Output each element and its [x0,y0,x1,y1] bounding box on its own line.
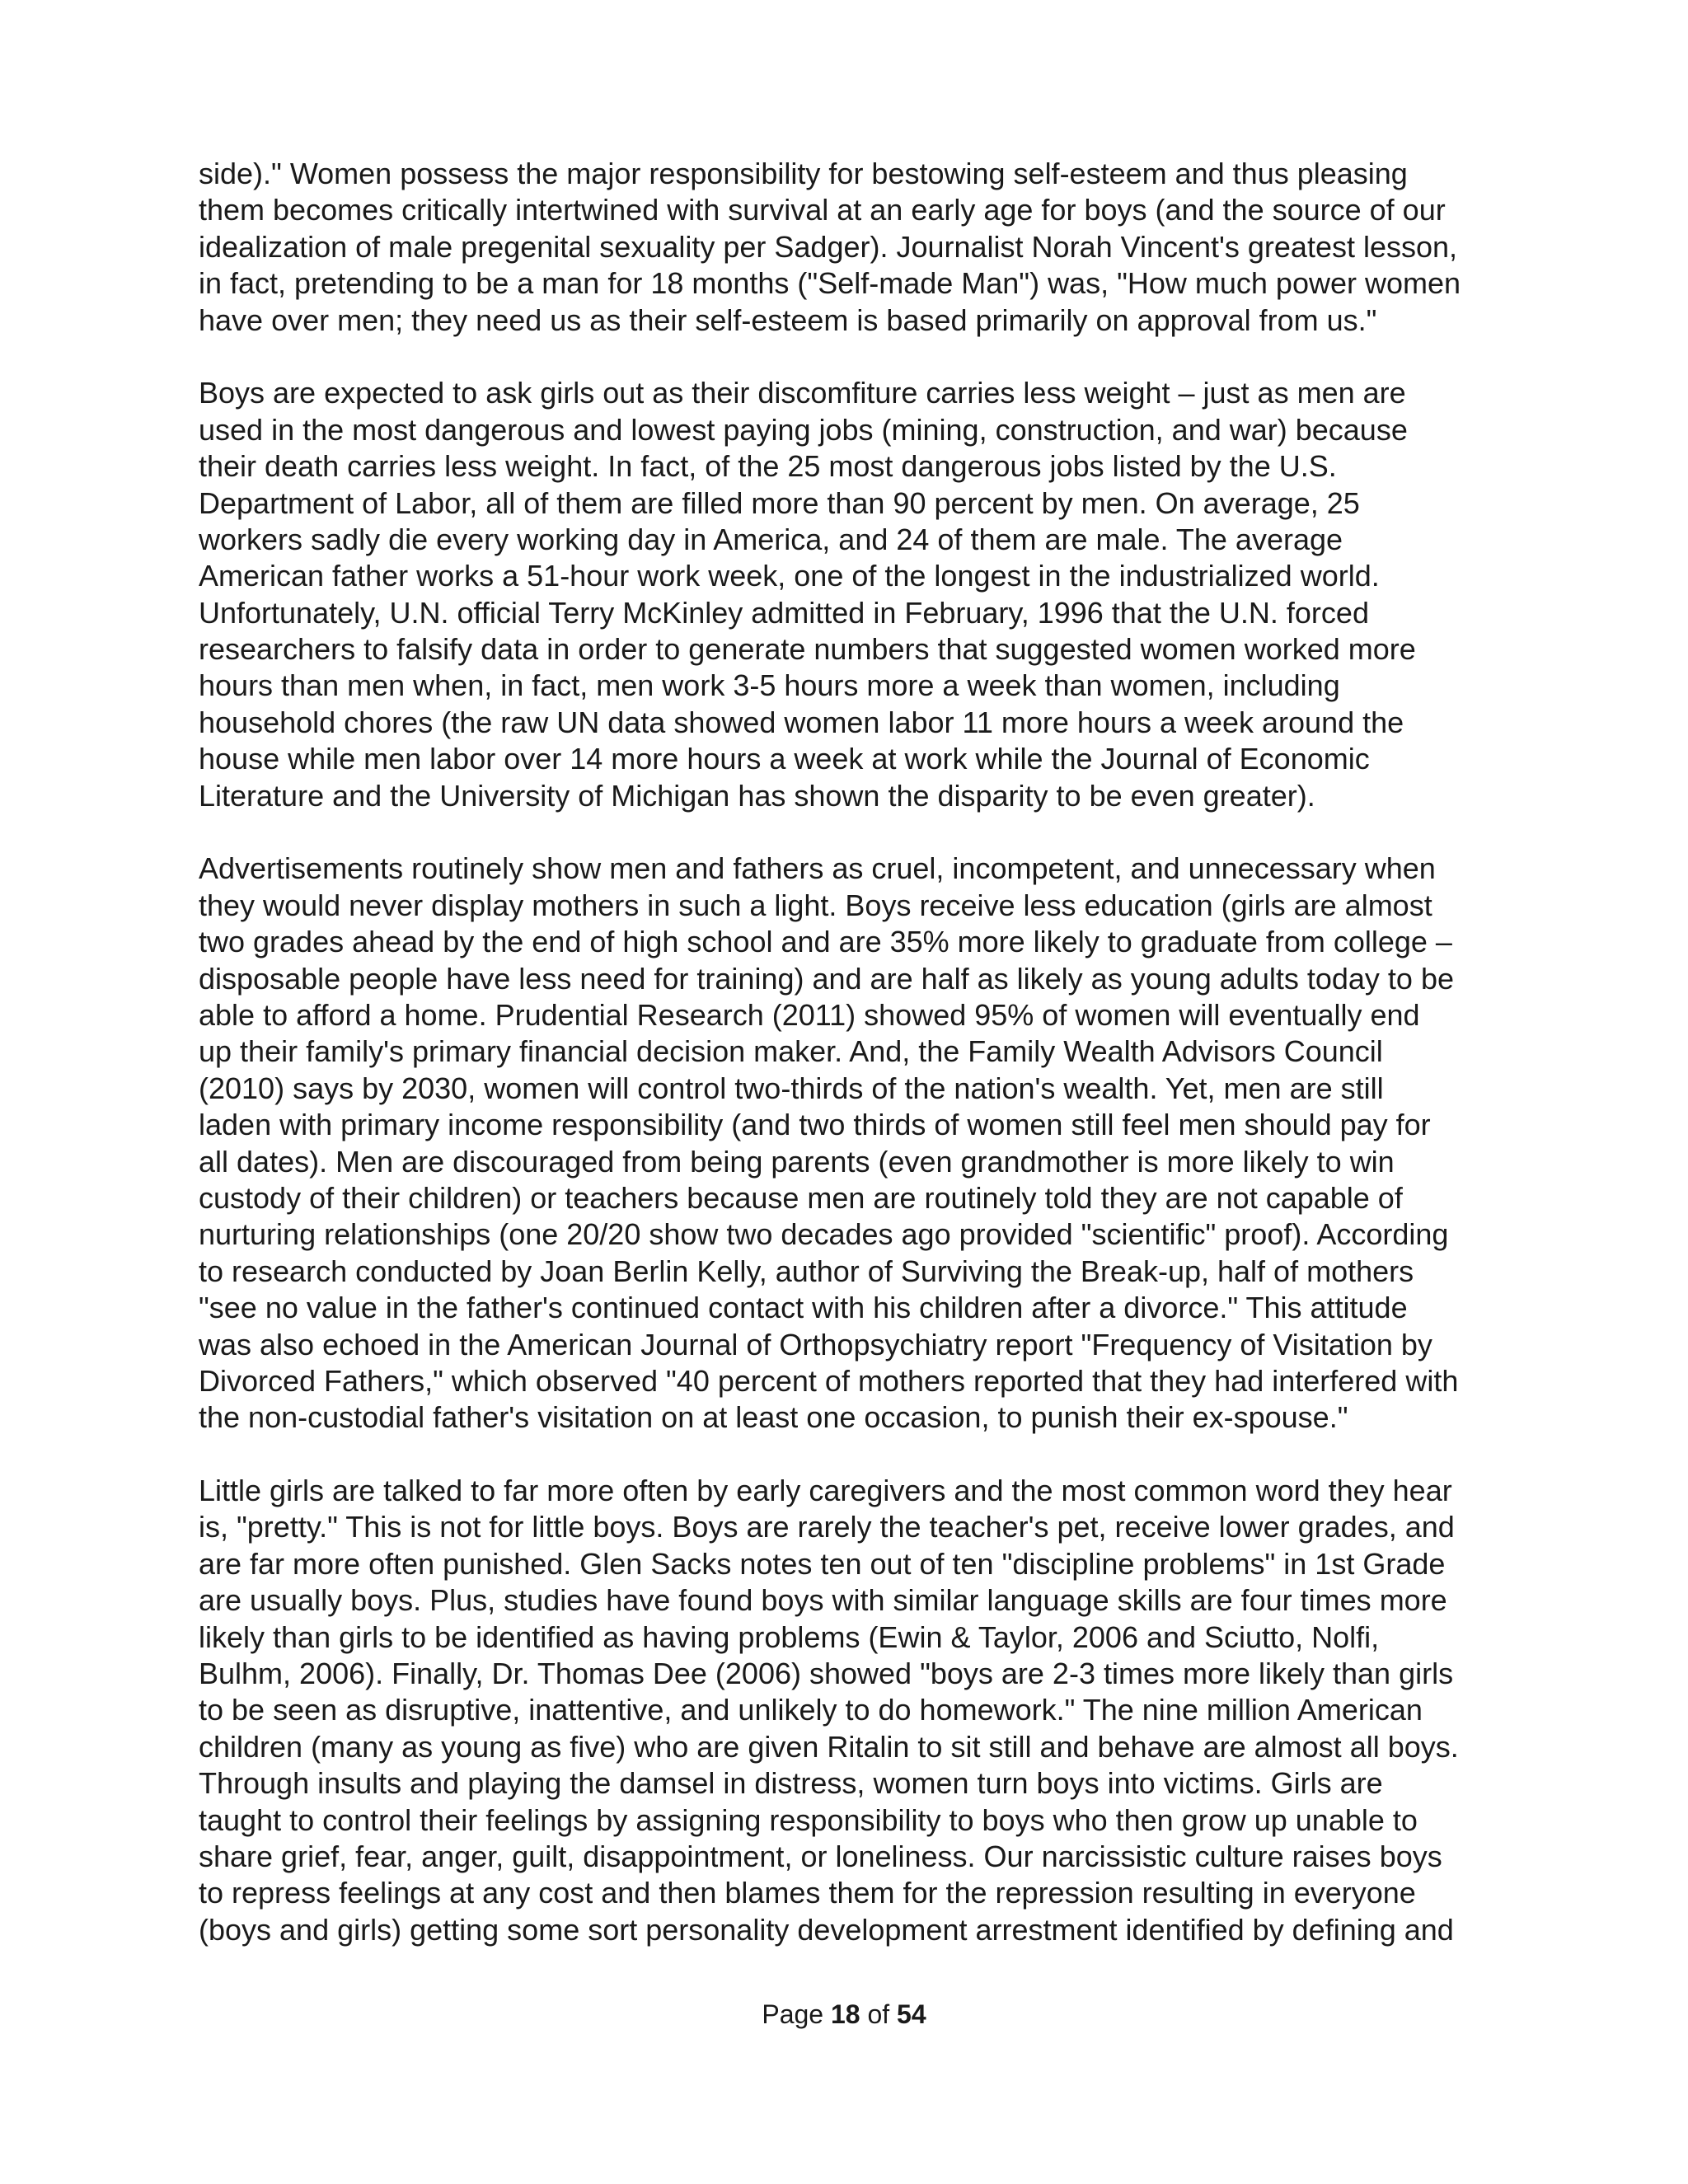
text-line: Advertisements routinely show men and fathers as cruel, incompetent, and unnecessary when [199,851,1436,886]
text-line: them becomes critically intertwined with survival at an early age for boys (and the source of our [199,193,1446,227]
current-page-number: 18 [830,1999,860,2029]
text-line: household chores (the raw UN data showed women labor 11 more hours a week around the [199,705,1404,739]
text-line: to research conducted by Joan Berlin Kelly, author of Surviving the Break-up, half of mothers [199,1254,1414,1288]
text-line: up their family's primary financial decision maker. And, the Family Wealth Advisors Council [199,1034,1383,1069]
text-line: used in the most dangerous and lowest paying jobs (mining, construction, and war) because [199,412,1408,447]
of-label: of [867,1999,890,2029]
text-line: are usually boys. Plus, studies have found boys with similar language skills are four times more [199,1583,1447,1618]
text-line: the non-custodial father's visitation on at least one occasion, to punish their ex-spouse." [199,1400,1348,1435]
text-line: (2010) says by 2030, women will control two-thirds of the nation's wealth. Yet, men are still [199,1071,1384,1105]
text-line: nurturing relationships (one 20/20 show two decades ago provided "scientific" proof). According [199,1217,1449,1252]
text-line: researchers to falsify data in order to generate numbers that suggested women worked more [199,632,1416,667]
text-line: to be seen as disruptive, inattentive, and unlikely to do homework." The nine million American [199,1693,1423,1727]
text-line: Unfortunately, U.N. official Terry McKinley admitted in February, 1996 that the U.N. forced [199,595,1369,630]
text-line: laden with primary income responsibility (and two thirds of women still feel men should pay for [199,1108,1431,1142]
text-line: American father works a 51-hour work week, one of the longest in the industrialized world. [199,559,1380,593]
text-line: side)." Women possess the major responsibility for bestowing self-esteem and thus pleasing [199,157,1408,190]
text-line: disposable people have less need for training) and are half as likely as young adults today to be [199,961,1454,996]
text-line: house while men labor over 14 more hours a week at work while the Journal of Economic [199,742,1370,776]
text-line: Bulhm, 2006). Finally, Dr. Thomas Dee (2006) showed "boys are 2-3 times more likely than girls [199,1657,1454,1691]
text-line: Department of Labor, all of them are filled more than 90 percent by men. On average, 25 [199,485,1360,520]
text-line: Through insults and playing the damsel in distress, women turn boys into victims. Girls are [199,1766,1383,1801]
text-line: all dates). Men are discouraged from being parents (even grandmother is more likely to win [199,1144,1395,1179]
text-line: share grief, fear, anger, guilt, disappointment, or loneliness. Our narcissistic culture raises boys [199,1839,1442,1873]
text-line: have over men; they need us as their self-esteem is based primarily on approval from us." [199,302,1377,337]
text-line: able to afford a home. Prudential Research (2011) showed 95% of women will eventually end [199,997,1420,1032]
text-line: Little girls are talked to far more often by early caregivers and the most common word they hear [199,1474,1452,1508]
paragraph-3 [199,851,1517,1436]
text-line: likely than girls to be identified as having problems (Ewin & Taylor, 2006 and Sciutto, Nolfi, [199,1619,1380,1654]
text-line: workers sadly die every working day in America, and 24 of them are male. The average [199,522,1343,556]
paragraph-1 [199,156,1517,339]
text-line: two grades ahead by the end of high school and are 35% more likely to graduate from college – [199,925,1452,959]
page-footer [0,1998,1688,2031]
text-line: Literature and the University of Michigan has shown the disparity to be even greater). [199,778,1315,813]
text-line: custody of their children) or teachers because men are routinely told they are not capable of [199,1180,1403,1215]
text-line: in fact, pretending to be a man for 18 months ("Self-made Man") was, "How much power women [199,266,1461,301]
text-line: idealization of male pregenital sexuality per Sadger). Journalist Norah Vincent's greatest lesson, [199,229,1458,264]
text-line: Divorced Fathers," which observed "40 percent of mothers reported that they had interfered with [199,1363,1459,1398]
paragraph-2 [199,375,1517,814]
text-line: children (many as young as five) who are given Ritalin to sit still and behave are almost all boys. [199,1729,1459,1764]
text-line: (boys and girls) getting some sort personality development arrestment identified by defining and [199,1912,1454,1947]
page-label: Page [762,1999,824,2029]
text-line: to repress feelings at any cost and then blames them for the repression resulting in everyone [199,1876,1416,1910]
text-line: their death carries less weight. In fact, of the 25 most dangerous jobs listed by the U.S. [199,449,1337,484]
body-text [199,156,1517,1948]
text-line: they would never display mothers in such a light. Boys receive less education (girls are almost [199,888,1432,922]
text-line: "see no value in the father's continued contact with his children after a divorce." This attitude [199,1291,1408,1325]
text-line: is, "pretty." This is not for little boys. Boys are rarely the teacher's pet, receive lower grades, and [199,1510,1455,1544]
text-line: hours than men when, in fact, men work 3-5 hours more a week than women, including [199,668,1340,703]
text-line: Boys are expected to ask girls out as their discomfiture carries less weight – just as men are [199,376,1406,410]
text-line: taught to control their feelings by assigning responsibility to boys who then grow up unable to [199,1802,1418,1837]
total-pages-number: 54 [897,1999,926,2029]
text-line: are far more often punished. Glen Sacks notes ten out of ten "discipline problems" in 1st Grade [199,1546,1446,1581]
text-line: was also echoed in the American Journal of Orthopsychiatry report "Frequency of Visitation by [199,1327,1432,1361]
paragraph-4 [199,1473,1517,1948]
